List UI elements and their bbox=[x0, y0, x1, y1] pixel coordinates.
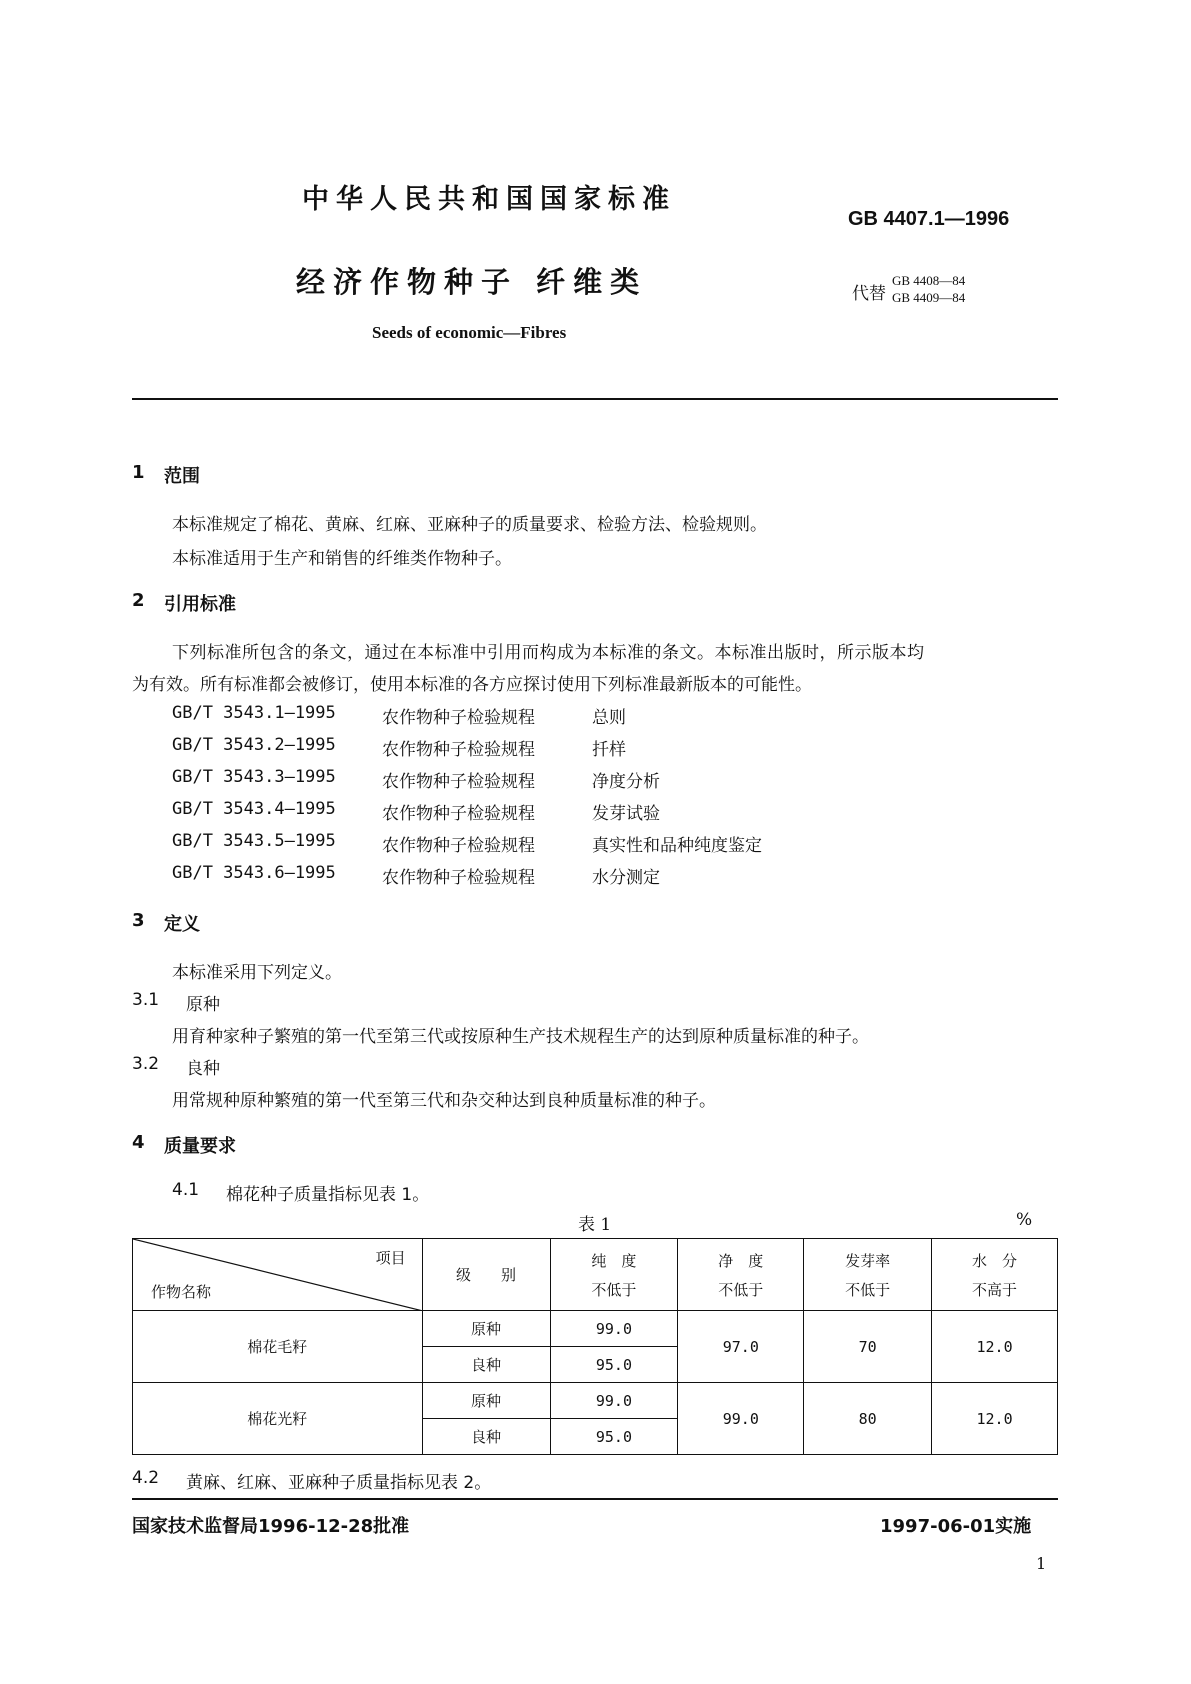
implementation-date: 1997-06-01实施 bbox=[880, 1516, 1032, 1537]
ref-title: 农作物种子检验规程 bbox=[382, 740, 535, 760]
purity-value: 99.0 bbox=[550, 1383, 678, 1419]
header-cleanliness bbox=[678, 1239, 804, 1311]
header-cleanliness-label: 净 度 bbox=[718, 1251, 764, 1270]
header-cleanliness-note: 不低于 bbox=[718, 1280, 764, 1299]
ref-subtitle: 真实性和品种纯度鉴定 bbox=[592, 836, 762, 856]
ref-subtitle: 净度分析 bbox=[592, 772, 660, 792]
page-number: 1 bbox=[1036, 1554, 1047, 1573]
ref-title: 农作物种子检验规程 bbox=[382, 772, 535, 792]
section-1-paragraph: 本标准规定了棉花、黄麻、红麻、亚麻种子的质量要求、检验方法、检验规则。 bbox=[172, 515, 767, 535]
definition-2-text: 用常规种原种繁殖的第一代至第三代和杂交种达到良种质量标准的种子。 bbox=[172, 1091, 716, 1111]
germination-value: 80 bbox=[804, 1383, 932, 1455]
clause-4-1-number: 4.1 bbox=[172, 1180, 200, 1200]
header-purity bbox=[550, 1239, 678, 1311]
table-caption: 表 1 bbox=[578, 1215, 612, 1235]
replaces-label: 代替 bbox=[852, 284, 886, 304]
header-moisture-label: 水 分 bbox=[972, 1251, 1018, 1270]
purity-value: 95.0 bbox=[550, 1347, 678, 1383]
ref-code: GB/T 3543.5—1995 bbox=[172, 831, 336, 851]
ref-title: 农作物种子检验规程 bbox=[382, 868, 535, 888]
header-moisture bbox=[932, 1239, 1058, 1311]
moisture-value: 12.0 bbox=[932, 1311, 1058, 1383]
english-title: Seeds of economic—Fibres bbox=[372, 323, 567, 342]
section-3-paragraph: 本标准采用下列定义。 bbox=[172, 963, 342, 983]
section-2-paragraph: 下列标准所包含的条文，通过在本标准中引用而构成为本标准的条文。本标准出版时，所示版本均 bbox=[172, 643, 925, 663]
definition-1-number: 3.1 bbox=[132, 990, 160, 1010]
diagonal-header-cell bbox=[133, 1239, 423, 1311]
ref-code: GB/T 3543.1—1995 bbox=[172, 703, 336, 723]
section-3-number: 3 bbox=[132, 910, 145, 931]
header-crop-label: 作物名称 bbox=[151, 1283, 212, 1301]
definition-1-text: 用育种家种子繁殖的第一代至第三代或按原种生产技术规程生产的达到原种质量标准的种子。 bbox=[172, 1027, 869, 1047]
definition-2-number: 3.2 bbox=[132, 1054, 160, 1074]
ref-subtitle: 总则 bbox=[592, 708, 626, 728]
header-purity-label: 纯 度 bbox=[591, 1251, 637, 1270]
document-title: 经济作物种子 纤维类 bbox=[296, 265, 648, 299]
clause-4-2-number: 4.2 bbox=[132, 1468, 160, 1488]
replaced-standard: GB 4408—84 bbox=[892, 273, 966, 288]
crop-name: 棉花光籽 bbox=[133, 1383, 423, 1455]
ref-title: 农作物种子检验规程 bbox=[382, 836, 535, 856]
clause-4-2-text: 黄麻、红麻、亚麻种子质量指标见表 2。 bbox=[186, 1473, 492, 1493]
ref-subtitle: 水分测定 bbox=[592, 868, 660, 888]
quality-table bbox=[132, 1238, 1058, 1455]
section-2-title: 引用标准 bbox=[164, 594, 236, 615]
ref-code: GB/T 3543.4—1995 bbox=[172, 799, 336, 819]
section-2-number: 2 bbox=[132, 590, 145, 611]
cleanliness-value: 97.0 bbox=[678, 1311, 804, 1383]
definition-1-term: 原种 bbox=[186, 995, 220, 1015]
section-1-number: 1 bbox=[132, 462, 145, 483]
ref-code: GB/T 3543.3—1995 bbox=[172, 767, 336, 787]
ref-code: GB/T 3543.2—1995 bbox=[172, 735, 336, 755]
footer-divider bbox=[132, 1498, 1058, 1500]
grade: 原种 bbox=[422, 1311, 550, 1347]
grade: 良种 bbox=[422, 1419, 550, 1455]
purity-value: 95.0 bbox=[550, 1419, 678, 1455]
table-unit: % bbox=[1016, 1210, 1033, 1230]
header-grade: 级 别 bbox=[422, 1239, 550, 1311]
ref-subtitle: 发芽试验 bbox=[592, 804, 660, 824]
header-germination bbox=[804, 1239, 932, 1311]
national-standard-heading: 中华人民共和国国家标准 bbox=[302, 184, 676, 215]
header-germination-label: 发芽率 bbox=[845, 1251, 891, 1270]
table-row bbox=[133, 1311, 1058, 1347]
header-item-label: 项目 bbox=[375, 1249, 406, 1267]
section-2-paragraph: 为有效。所有标准都会被修订，使用本标准的各方应探讨使用下列标准最新版本的可能性。 bbox=[132, 675, 812, 695]
replaced-standard: GB 4409—84 bbox=[892, 290, 966, 305]
header-purity-note: 不低于 bbox=[591, 1280, 637, 1299]
header-divider bbox=[132, 398, 1058, 400]
header-germination-note: 不低于 bbox=[845, 1280, 891, 1299]
definition-2-term: 良种 bbox=[186, 1059, 220, 1079]
section-1-paragraph: 本标准适用于生产和销售的纤维类作物种子。 bbox=[172, 549, 512, 569]
header-moisture-note: 不高于 bbox=[972, 1280, 1018, 1299]
clause-4-1-text: 棉花种子质量指标见表 1。 bbox=[226, 1185, 430, 1205]
table-row bbox=[133, 1383, 1058, 1419]
section-1-title: 范围 bbox=[164, 466, 200, 487]
approval-note: 国家技术监督局1996-12-28批准 bbox=[132, 1516, 410, 1537]
standard-number: GB 4407.1—1996 bbox=[848, 208, 1010, 230]
ref-title: 农作物种子检验规程 bbox=[382, 708, 535, 728]
section-4-number: 4 bbox=[132, 1132, 145, 1153]
section-3-title: 定义 bbox=[164, 914, 200, 935]
grade: 良种 bbox=[422, 1347, 550, 1383]
table-header-row bbox=[133, 1239, 1058, 1311]
germination-value: 70 bbox=[804, 1311, 932, 1383]
section-4-title: 质量要求 bbox=[164, 1136, 236, 1157]
cleanliness-value: 99.0 bbox=[678, 1383, 804, 1455]
moisture-value: 12.0 bbox=[932, 1383, 1058, 1455]
crop-name: 棉花毛籽 bbox=[133, 1311, 423, 1383]
ref-code: GB/T 3543.6—1995 bbox=[172, 863, 336, 883]
ref-subtitle: 扦样 bbox=[592, 740, 626, 760]
ref-title: 农作物种子检验规程 bbox=[382, 804, 535, 824]
replaces-list bbox=[892, 272, 965, 306]
purity-value: 99.0 bbox=[550, 1311, 678, 1347]
grade: 原种 bbox=[422, 1383, 550, 1419]
